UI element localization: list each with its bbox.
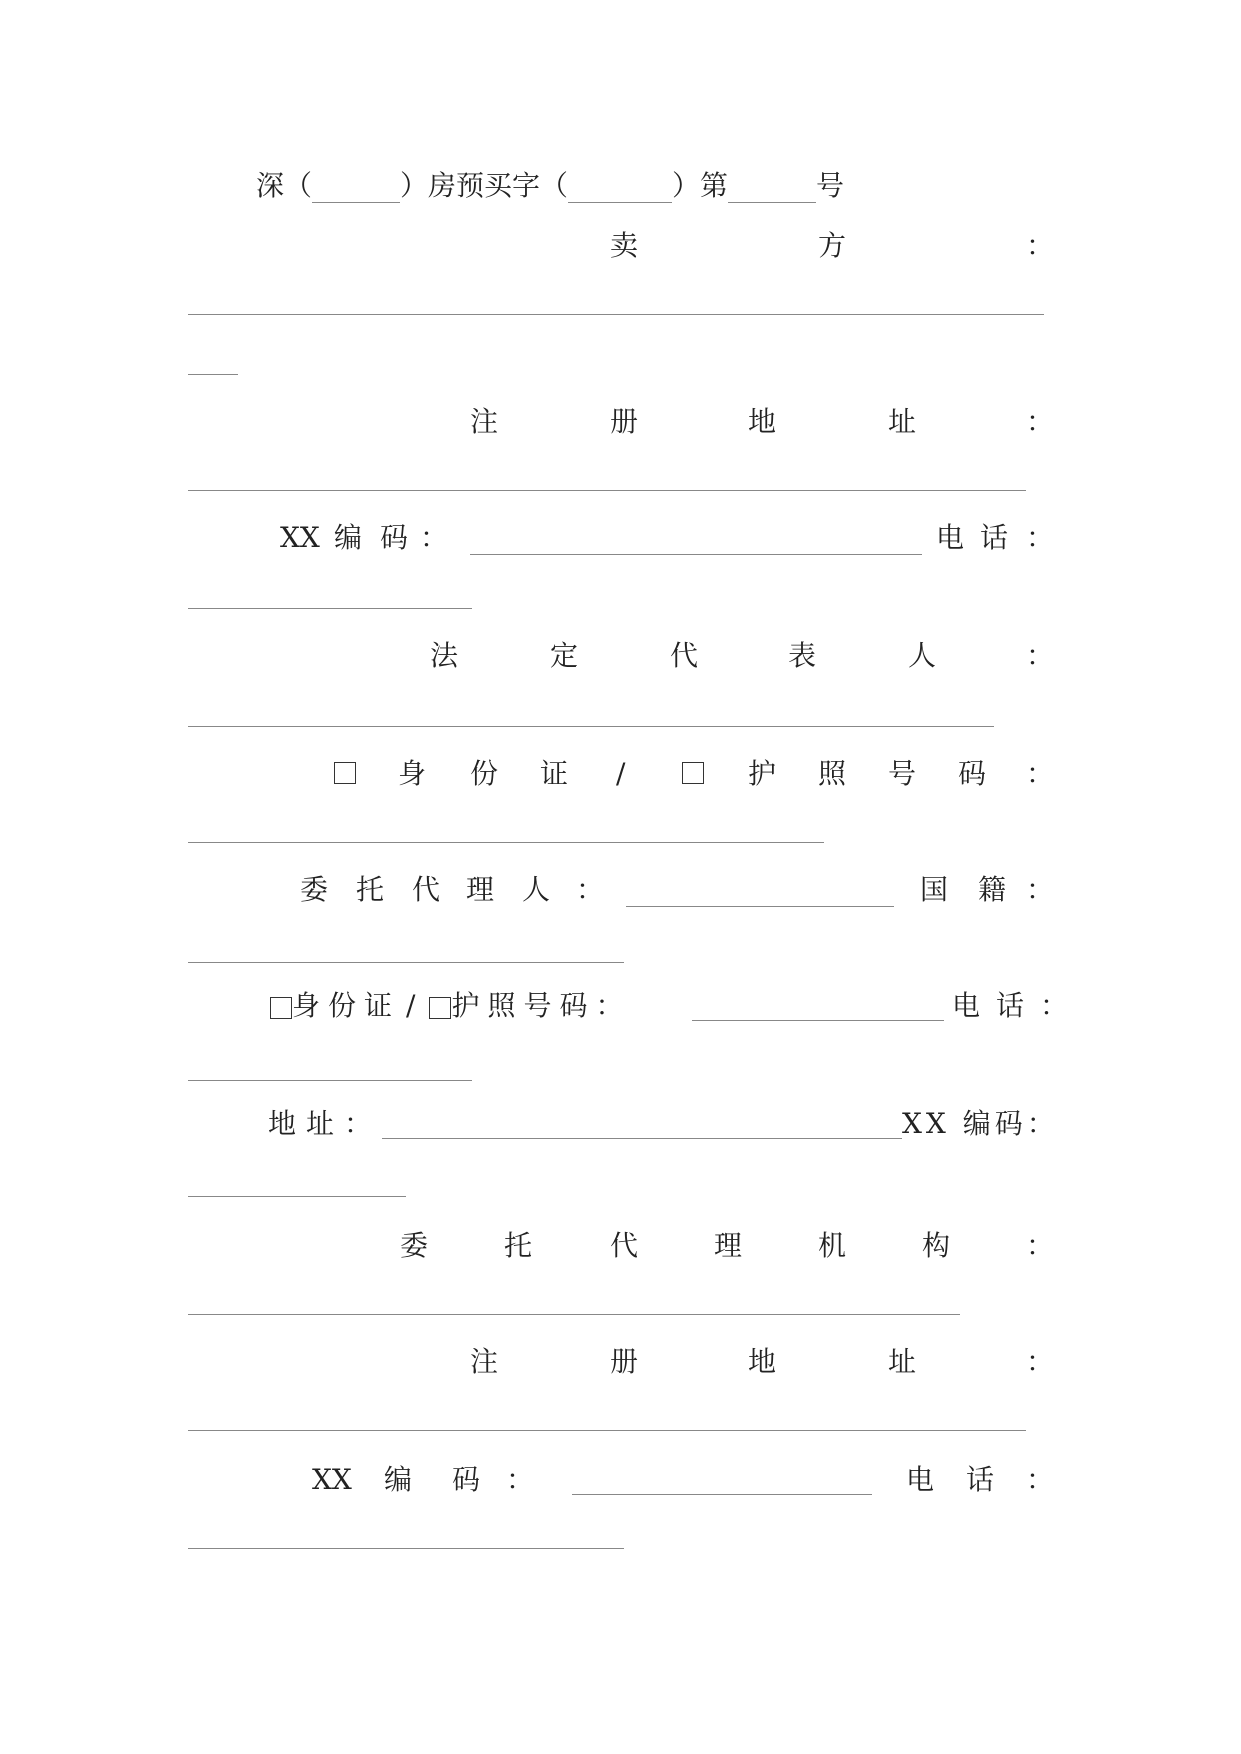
passport-checkbox-1[interactable] bbox=[682, 762, 704, 784]
nationality-char-1: 国 bbox=[920, 873, 949, 906]
agency-char-6: 构 bbox=[922, 1229, 951, 1262]
reg-address-2-char-2: 册 bbox=[610, 1345, 639, 1378]
id-passport-char-5: 护 bbox=[748, 757, 777, 790]
header-suffix: 号 bbox=[816, 169, 845, 202]
reg-address-char-4: 址 bbox=[888, 405, 917, 438]
reg-address-2-colon: ： bbox=[1026, 1345, 1055, 1378]
legal-rep-char-3: 代 bbox=[670, 639, 699, 672]
agency-char-1: 委 bbox=[400, 1229, 429, 1262]
agent-char-2: 托 bbox=[356, 873, 385, 906]
legal-rep-char-5: 人 bbox=[908, 639, 937, 672]
seller-field-line-cont[interactable] bbox=[188, 374, 238, 375]
phone-label-1c: ： bbox=[1026, 521, 1055, 554]
header-mid1: ）房预买字（ bbox=[400, 169, 569, 202]
header-mid2: ）第 bbox=[672, 169, 729, 202]
reg-address-2-char-4: 址 bbox=[888, 1345, 917, 1378]
phone-label-2c: ： bbox=[1026, 1463, 1055, 1496]
postcode-label-1a: XX bbox=[280, 521, 320, 554]
address-label: 地址： bbox=[268, 1107, 383, 1140]
postcode-label-1b: 编 bbox=[334, 521, 363, 554]
agent-char-3: 代 bbox=[412, 873, 441, 906]
id-passport-char-2: 份 bbox=[470, 757, 499, 790]
reg-address-field-line[interactable] bbox=[188, 490, 1026, 491]
address-postcode-field-line[interactable] bbox=[188, 1196, 406, 1197]
address-field-line[interactable] bbox=[382, 1138, 902, 1139]
agency-field-line[interactable] bbox=[188, 1314, 960, 1315]
postcode-label-1d: ： bbox=[420, 521, 449, 554]
address-postcode-label: XX 编码： bbox=[902, 1107, 1059, 1140]
legal-rep-char-1: 法 bbox=[430, 639, 459, 672]
phone-label-2a: 电 bbox=[906, 1463, 935, 1496]
nationality-colon: ： bbox=[1026, 873, 1055, 906]
reg-address-colon: ： bbox=[1026, 405, 1055, 438]
seller-field-line[interactable] bbox=[188, 314, 1044, 315]
blank-year[interactable] bbox=[312, 172, 400, 203]
agent-char-4: 理 bbox=[466, 873, 495, 906]
phone-label-2b: 话 bbox=[966, 1463, 995, 1496]
id-passport-char-7: 号 bbox=[888, 757, 917, 790]
agent-char-6: ： bbox=[576, 873, 605, 906]
header-prefix: 深（ bbox=[256, 169, 313, 202]
id-passport-sep-1: / bbox=[616, 757, 626, 790]
legal-rep-colon: ： bbox=[1026, 639, 1055, 672]
legal-rep-char-2: 定 bbox=[550, 639, 579, 672]
reg-address-2-char-1: 注 bbox=[470, 1345, 499, 1378]
legal-rep-char-4: 表 bbox=[788, 639, 817, 672]
phone-label-2: 电话： bbox=[952, 989, 1085, 1022]
postcode-label-2b: 编 bbox=[384, 1463, 413, 1496]
phone-field-line-1[interactable] bbox=[188, 608, 472, 609]
reg-address-char-1: 注 bbox=[470, 405, 499, 438]
passport-checkbox-2[interactable] bbox=[429, 997, 451, 1019]
passport-label-2: 护照号码： bbox=[451, 989, 632, 1022]
phone-label-1b: 话 bbox=[980, 521, 1009, 554]
agency-char-2: 托 bbox=[504, 1229, 533, 1262]
agent-char-1: 委 bbox=[300, 873, 329, 906]
agency-char-4: 理 bbox=[714, 1229, 743, 1262]
id-label-2: 身份证 bbox=[292, 989, 401, 1022]
id-passport-char-8: 码 bbox=[958, 757, 987, 790]
postcode-label-2a: XX bbox=[312, 1463, 352, 1496]
reg-address-2-field-line[interactable] bbox=[188, 1430, 1026, 1431]
postcode-field-line-2[interactable] bbox=[572, 1494, 872, 1495]
legal-rep-field-line[interactable] bbox=[188, 726, 994, 727]
id-passport-line-2 bbox=[270, 986, 631, 1026]
phone-field-line-3[interactable] bbox=[188, 1548, 624, 1549]
postcode-label-2c: 码 bbox=[452, 1463, 481, 1496]
nationality-char-2: 籍 bbox=[978, 873, 1007, 906]
id-passport-field-line-1[interactable] bbox=[188, 842, 824, 843]
id-passport-field-line-2[interactable] bbox=[692, 1020, 944, 1021]
id-card-checkbox-2[interactable] bbox=[270, 997, 292, 1019]
nationality-field-line[interactable] bbox=[188, 962, 624, 963]
phone-label-1a: 电 bbox=[936, 521, 965, 554]
agent-char-5: 人 bbox=[522, 873, 551, 906]
id-card-checkbox-1[interactable] bbox=[334, 762, 356, 784]
agent-field-line[interactable] bbox=[626, 906, 894, 907]
id-passport-char-3: 证 bbox=[540, 757, 569, 790]
postcode-label-2d: ： bbox=[506, 1463, 535, 1496]
reg-address-char-2: 册 bbox=[610, 405, 639, 438]
agency-char-5: 机 bbox=[818, 1229, 847, 1262]
blank-number[interactable] bbox=[728, 172, 816, 203]
id-sep-2: / bbox=[406, 989, 424, 1022]
phone-field-line-2[interactable] bbox=[188, 1080, 472, 1081]
postcode-label-1c: 码 bbox=[380, 521, 409, 554]
id-passport-char-6: 照 bbox=[818, 757, 847, 790]
seller-label-char-1: 卖 bbox=[610, 229, 639, 262]
seller-label-char-2: 方 bbox=[818, 229, 847, 262]
blank-category[interactable] bbox=[568, 172, 672, 203]
id-passport-colon-1: ： bbox=[1026, 757, 1055, 790]
seller-colon: ： bbox=[1026, 229, 1055, 262]
reg-address-2-char-3: 地 bbox=[748, 1345, 777, 1378]
agency-char-3: 代 bbox=[610, 1229, 639, 1262]
reg-address-char-3: 地 bbox=[748, 405, 777, 438]
postcode-field-line-1[interactable] bbox=[470, 554, 922, 555]
contract-number-line bbox=[256, 166, 844, 206]
id-passport-char-1: 身 bbox=[398, 757, 427, 790]
agency-colon: ： bbox=[1026, 1229, 1055, 1262]
